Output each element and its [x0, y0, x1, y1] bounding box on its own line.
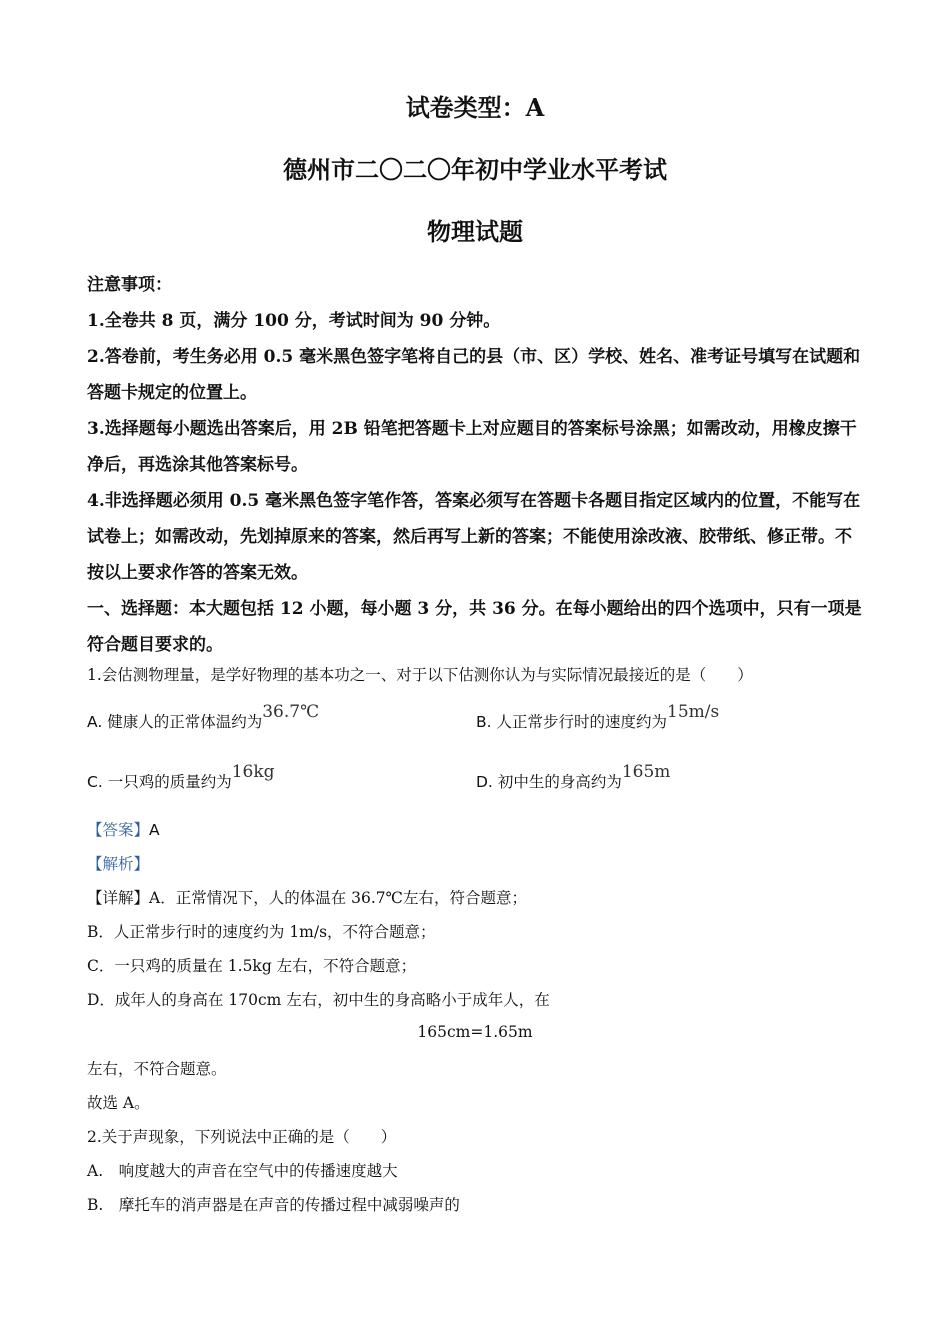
- exam-type: 试卷类型：A: [405, 93, 545, 122]
- detail-line-2: B．人正常步行时的速度约为 1m/s，不符合题意；: [87, 923, 436, 941]
- detail-tail-2: 故选 A。: [87, 1094, 150, 1112]
- option-value: 165m: [621, 762, 671, 782]
- option-label: B.: [476, 713, 492, 731]
- option-label: A.: [87, 713, 103, 731]
- q1-option-d: [476, 762, 671, 792]
- note-item-2: 2.答卷前，考生务必用 0.5 毫米黑色签字笔将自己的县（市、区）学校、姓名、准考证号填写在试题和答题卡规定的位置上。: [87, 347, 861, 403]
- equation: 165cm=1.65m: [417, 1023, 533, 1041]
- answer-line: [87, 818, 160, 840]
- notes-block: [87, 267, 867, 663]
- option-value: 16kg: [231, 762, 275, 782]
- note-item-4: 4.非选择题必须用 0.5 毫米黑色签字笔作答，答案必须写在答题卡各题目指定区域内的位置，不能写在试卷上；如需改动，先划掉原来的答案，然后再写上新的答案；不能使用涂改液、胶带纸、修正带。不按以上要求作答的答案无效。: [87, 491, 861, 583]
- detail-line-3: C．一只鸡的质量在 1.5kg 左右，不符合题意；: [87, 957, 417, 975]
- answer-value: A: [149, 821, 160, 839]
- option-text: 人正常步行时的速度约为: [496, 713, 668, 731]
- note-item-1: 1.全卷共 8 页，满分 100 分，考试时间为 90 分钟。: [87, 311, 501, 331]
- subject-title: 物理试题: [427, 217, 523, 246]
- q2-stem: 2.关于声现象，下列说法中正确的是（ ）: [87, 1128, 397, 1146]
- q1-option-b: [476, 702, 720, 732]
- q2-option-b: B. 摩托车的消声器是在声音的传播过程中减弱噪声的: [87, 1196, 460, 1214]
- answer-label: 【答案】: [87, 821, 150, 839]
- section-heading: 一、选择题：本大题包括 12 小题，每小题 3 分，共 36 分。在每小题给出的四个选项中，只有一项是符合题目要求的。: [87, 599, 862, 655]
- exam-title: 德州市二〇二〇年初中学业水平考试: [283, 155, 667, 184]
- q1-option-c: [87, 762, 275, 792]
- detail-tail-1: 左右，不符合题意。: [87, 1060, 227, 1078]
- detail-line-4: D．成年人的身高在 170cm 左右，初中生的身高略小于成年人，在: [87, 991, 550, 1009]
- analysis-label: 【解析】: [87, 855, 150, 873]
- option-label: C.: [87, 773, 103, 791]
- option-text: 初中生的身高约为: [497, 773, 622, 791]
- q1-option-a: [87, 702, 320, 732]
- option-label: D.: [476, 773, 493, 791]
- option-value: 15m/s: [667, 702, 720, 722]
- note-item-3: 3.选择题每小题选出答案后，用 2B 铅笔把答题卡上对应题目的答案标号涂黑；如需改动，用橡皮擦干净后，再选涂其他答案标号。: [87, 419, 857, 475]
- q2-option-a: A. 响度越大的声音在空气中的传播速度越大: [87, 1162, 398, 1180]
- option-value: 36.7℃: [262, 702, 320, 722]
- option-text: 一只鸡的质量约为: [107, 773, 232, 791]
- option-text: 健康人的正常体温约为: [107, 713, 263, 731]
- detail-line-1: 【详解】A．正常情况下，人的体温在 36.7℃左右，符合题意；: [87, 889, 527, 907]
- notes-heading: 注意事项：: [87, 275, 172, 295]
- q1-stem: 1.会估测物理量，是学好物理的基本功之一、对于以下估测你认为与实际情况最接近的是（ ）: [87, 666, 753, 684]
